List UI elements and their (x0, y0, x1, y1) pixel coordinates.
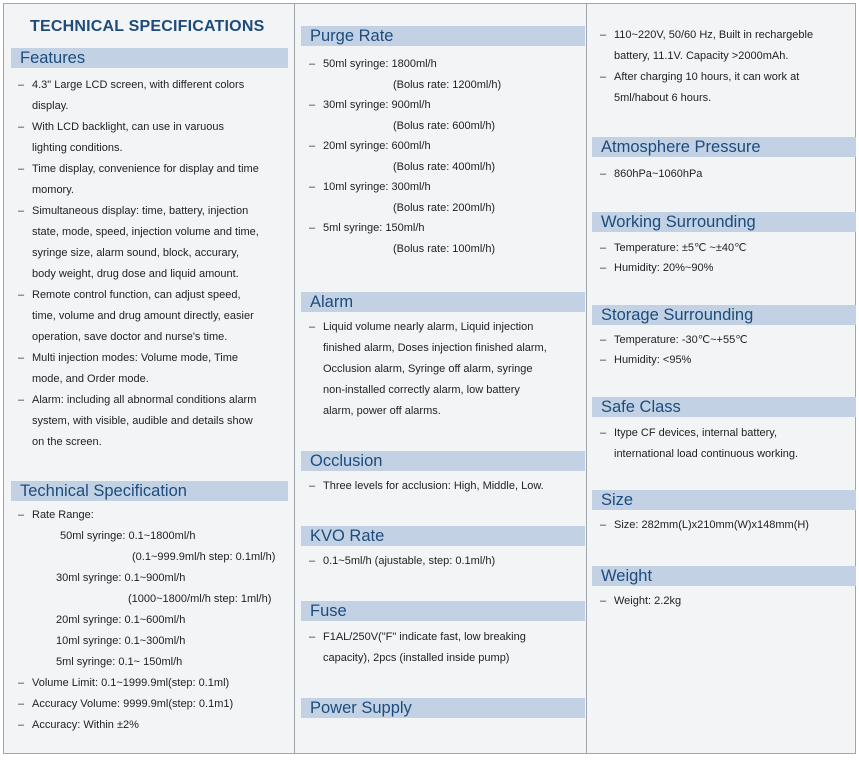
alarm-item: – Liquid volume nearly alarm, Liquid injection finished alarm, Doses injection finished alarm, Occlusion alarm, Syringe off alarm, syringe non-installed correctly alarm, low battery alarm, power off alarms. (309, 317, 585, 422)
occlusion-heading: Occlusion (301, 451, 585, 471)
column-2 (294, 4, 587, 753)
document-title: TECHNICAL SPECIFICATIONS (30, 18, 265, 35)
spec-sheet (3, 3, 856, 754)
feature-item: – Time display, convenience for display and time momory. (18, 159, 290, 201)
kvo-rate-list (309, 551, 585, 572)
features-heading: Features (11, 48, 288, 68)
working-list (600, 238, 856, 278)
column-1 (4, 4, 294, 753)
volume-limit-item: – Volume Limit: 0.1~1999.9ml(step: 0.1ml) (18, 673, 290, 694)
safe-class-item: – Itype CF devices, internal battery, international load continuous working. (600, 423, 856, 465)
weight-list (600, 591, 856, 612)
alarm-list (309, 317, 585, 422)
accuracy-volume-item: – Accuracy Volume: 9999.9ml(step: 0.1m1) (18, 694, 290, 715)
occlusion-list (309, 476, 585, 497)
rate-range-item: – Rate Range: 50ml syringe: 0.1~1800ml/h (0.1~999.9ml/h step: 0.1ml/h) 30ml syringe: 0.1~900ml/h (1000~1800/ml/h step: 1ml/h) 20ml syringe: 0.1~600ml/h 10ml syringe: 0.1~300ml/h 5ml syringe: 0.1~ 150ml/h (18, 505, 290, 673)
accuracy-item: – Accuracy: Within ±2% (18, 715, 290, 736)
rate-line: 20ml syringe: 0.1~600ml/h (56, 614, 186, 626)
power-item: – After charging 10 hours, it can work at 5ml/habout 6 hours. (600, 67, 856, 109)
working-humidity-item: – Humidity: 20%~90% (600, 258, 856, 278)
occlusion-item: – Three levels for acclusion: High, Middle, Low. (309, 476, 585, 497)
purge-item: – 5ml syringe: 150ml/h (Bolus rate: 100ml/h) (309, 218, 585, 259)
feature-item: – Simultaneous display: time, battery, injection state, mode, speed, injection volume and time, syringe size, alarm sound, block, accurary, body weight, drug dose and liquid amount. (18, 201, 290, 285)
size-list (600, 515, 856, 536)
tech-spec-list (18, 505, 290, 736)
storage-temp-item: – Temperature: -30℃~+55℃ (600, 330, 856, 350)
purge-item: – 50ml syringe: 1800ml/h (Bolus rate: 1200ml/h) (309, 54, 585, 95)
weight-heading: Weight (592, 566, 856, 586)
storage-humidity-item: – Humidity: <95% (600, 350, 856, 370)
weight-item: – Weight: 2.2kg (600, 591, 856, 612)
working-temp-item: – Temperature: ±5℃ ~±40℃ (600, 238, 856, 258)
rate-sub: (1000~1800/ml/h step: 1ml/h) (128, 593, 272, 605)
fuse-item: – F1AL/250V("F" indicate fast, low breaking capacity), 2pcs (installed inside pump) (309, 627, 585, 669)
rate-line: 5ml syringe: 0.1~ 150ml/h (56, 656, 183, 668)
kvo-item: – 0.1~5ml/h (ajustable, step: 0.1ml/h) (309, 551, 585, 572)
column-3 (586, 4, 856, 753)
storage-surrounding-heading: Storage Surrounding (592, 305, 856, 325)
safe-class-heading: Safe Class (592, 397, 856, 417)
tech-spec-heading: Technical Specification (11, 481, 288, 501)
rate-line: 50ml syringe: 0.1~1800ml/h (60, 530, 196, 542)
rate-line: 30ml syringe: 0.1~900ml/h (56, 572, 186, 584)
purge-rate-heading: Purge Rate (301, 26, 585, 46)
purge-item: – 30ml syringe: 900ml/h (Bolus rate: 600ml/h) (309, 95, 585, 136)
feature-item: – Multi injection modes: Volume mode, Time mode, and Order mode. (18, 348, 290, 390)
atmosphere-list (600, 164, 856, 185)
feature-item: – Alarm: including all abnormal conditions alarm system, with visible, audible and details show on the screen. (18, 390, 290, 453)
rate-line: 10ml syringe: 0.1~300ml/h (56, 635, 186, 647)
rate-sub: (0.1~999.9ml/h step: 0.1ml/h) (132, 551, 276, 563)
fuse-heading: Fuse (301, 601, 585, 621)
power-supply-heading: Power Supply (301, 698, 585, 718)
alarm-heading: Alarm (301, 292, 585, 312)
safe-class-list (600, 423, 856, 465)
storage-list (600, 330, 856, 370)
purge-rate-list (309, 54, 585, 259)
size-item: – Size: 282mm(L)x210mm(W)x148mm(H) (600, 515, 856, 536)
size-heading: Size (592, 490, 856, 510)
kvo-rate-heading: KVO Rate (301, 526, 585, 546)
feature-item: – With LCD backlight, can use in varuous lighting conditions. (18, 117, 290, 159)
feature-item: – 4.3" Large LCD screen, with different colors display. (18, 75, 290, 117)
power-item: – 110~220V, 50/60 Hz, Built in rechargeble battery, 11.1V. Capacity >2000mAh. (600, 25, 856, 67)
features-list (18, 75, 290, 453)
atmosphere-item: – 860hPa~1060hPa (600, 164, 856, 185)
fuse-list (309, 627, 585, 669)
atmosphere-pressure-heading: Atmosphere Pressure (592, 137, 856, 157)
feature-item: – Remote control function, can adjust speed, time, volume and drug amount directly, easier operation, save doctor and nurse's time. (18, 285, 290, 348)
power-supply-list (600, 25, 856, 109)
purge-item: – 10ml syringe: 300ml/h (Bolus rate: 200ml/h) (309, 177, 585, 218)
working-surrounding-heading: Working Surrounding (592, 212, 856, 232)
purge-item: – 20ml syringe: 600ml/h (Bolus rate: 400ml/h) (309, 136, 585, 177)
